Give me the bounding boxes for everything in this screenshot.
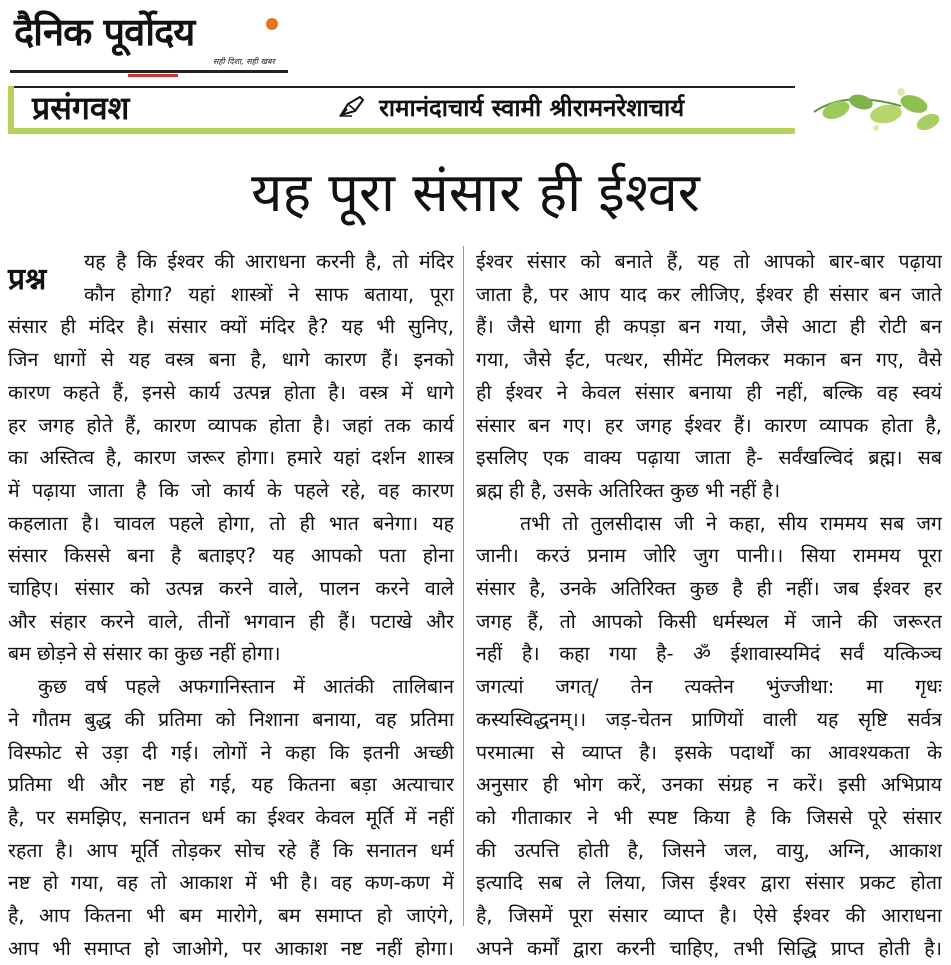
text-line: कस्यस्विद्धनम्।। जड़-चेतन प्राणियों वाली यह सृष्टि सर्वत्र — [476, 707, 942, 731]
text-line: संसार ही मंदिर है। संसार क्यों मंदिर है? यह भी सुनिए, — [8, 315, 454, 339]
text-line: गया, जैसे ईंट, पत्थर, सीमेंट मिलकर मकान बन गए, वैसे — [476, 348, 942, 372]
leaf-decoration-icon — [806, 80, 946, 140]
banner-bottom-rule — [8, 128, 795, 134]
text-line: है, आप कितना भी बम मारोगे, बम समाप्त हो जाएंगे, — [8, 904, 454, 928]
text-line: चाहिए। संसार को उत्पन्न करने वाले, पालन करने वाले — [8, 577, 454, 601]
text-line: यह है कि ईश्वर की आराधना करनी है, तो मंदिर — [84, 250, 454, 273]
article-column-left — [8, 246, 454, 965]
text-line: ने गौतम बुद्ध की प्रतिमा को निशाना बनाया, वह प्रतिमा — [8, 707, 454, 731]
text-line: कहलाता है। चावल पहले होगा, तो ही भात बनेगा। यह — [8, 511, 454, 535]
text-line: नहीं है। कहा गया है- ॐ ईशावास्यमिदं सर्वं यत्किञ्च — [476, 642, 942, 666]
text-line: नष्ट हो गया, वह तो आकाश में भी है। वह कण-कण में — [8, 871, 454, 895]
text-line: बम छोड़ने से संसार का कुछ नहीं होगा। — [8, 642, 281, 666]
text-line: जगत्यां जगत्/ तेन त्यक्तेन भुंज्जीथा: मा गृधः — [476, 675, 942, 699]
text-line: की उत्पत्ति होती है, जिसने जल, वायु, अग्नि, आकाश — [476, 838, 942, 862]
text-line: ही ईश्वर ने केवल संसार बनाया ही नहीं, बल्कि वह स्वयं — [476, 380, 942, 404]
text-line: संसार बन गए। हर जगह ईश्वर हैं। कारण व्यापक होता है, — [476, 413, 942, 437]
newspaper-logo: दैनिक पूर्वोदय — [14, 10, 195, 54]
text-line: इसलिए एक वाक्य पढ़ाया जाता है- सर्वंखल्विदं ब्रह्म। सब — [476, 446, 942, 470]
text-line: कुछ वर्ष पहले अफगानिस्तान में आतंकी तालिबान — [38, 675, 454, 699]
dropcap-row — [8, 246, 454, 311]
text-line: हर जगह होते हैं, कारण व्यापक होता है। जहां तक कार्य — [8, 413, 454, 437]
text-line: परमात्मा से व्याप्त है। इसके पदार्थों का आवश्यकता के — [476, 740, 942, 764]
text-line: और संहार करने वाले, तीनों भगवान ही हैं। पटाखे और — [8, 609, 454, 633]
text-line: प्रतिमा थी और नष्ट हो गई, यह कितना बड़ा अत्याचार — [8, 773, 454, 797]
text-line: अपने कर्मों द्वारा करनी चाहिए, तभी सिद्धि प्राप्त होती है। — [476, 936, 942, 960]
masthead-accent-rule — [128, 74, 178, 77]
text-line: जिन धागों से यह वस्त्र बना है, धागे कारण हैं। इनको — [8, 348, 454, 372]
text-line: संसार किससे बना है बताइए? यह आपको पता होना — [8, 544, 454, 568]
paragraph — [476, 246, 942, 508]
section-banner — [8, 86, 795, 132]
text-line: तभी तो तुलसीदास जी ने कहा, सीय राममय सब जग — [520, 511, 942, 535]
author-byline — [338, 90, 684, 126]
text-line: कारण कहते हैं, इनसे कार्य उत्पन्न होता है। वस्त्र में धागे — [8, 380, 454, 404]
section-label: प्रसंगवश — [32, 89, 130, 127]
text-line: संसार है, उनके अतिरिक्त कुछ है ही नहीं। जब ईश्वर हर — [476, 577, 942, 601]
text-line: रहता है। आप मूर्ति तोड़कर सोच रहे हैं कि सनातन धर्म — [8, 838, 454, 862]
column-divider — [463, 246, 464, 926]
article-headline: यह पूरा संसार ही ईश्वर — [251, 161, 700, 224]
text-line: आप भी समाप्त हो जाओगे, पर आकाश नष्ट नहीं होगा। — [8, 936, 454, 960]
text-line: ब्रह्म ही है, उसके अतिरिक्त कुछ भी नहीं है। — [476, 478, 781, 502]
text-line: में पढ़ाया जाता है कि जो कार्य के पहले रहे, वह कारण — [8, 478, 454, 502]
pen-nib-icon — [338, 94, 366, 122]
text-line: विस्फोट से उड़ा दी गई। लोगों ने कहा कि इतनी अच्छी — [8, 740, 454, 764]
text-line: कौन होगा? यहां शास्त्रों ने साफ बताया, पूरा — [84, 282, 454, 306]
text-line: है, पर समझिए, सनातन धर्म का ईश्वर केवल मूर्ति में नहीं — [8, 805, 454, 829]
newspaper-tagline: सही दिशा, सही खबर — [213, 57, 275, 66]
paragraph — [476, 508, 942, 965]
text-line: को गीताकार ने भी स्पष्ट किया है कि जिससे पूरे संसार — [476, 805, 942, 829]
author-name: रामानंदाचार्य स्वामी श्रीरामनरेशाचार्य — [379, 94, 685, 122]
text-line: हैं। जैसे धागा ही कपड़ा बन गया, जैसे आटा ही रोटी बन — [476, 315, 942, 339]
logo-sun-icon — [266, 18, 278, 30]
text-line: इत्यादि सब ले लिया, जिस ईश्वर द्वारा संसार प्रकट होता — [476, 871, 942, 895]
paragraph — [8, 311, 454, 671]
text-line: जगह हैं, तो आपको किसी धर्मस्थल में जाने की जरूरत — [476, 609, 942, 633]
dropcap-lines — [84, 246, 454, 311]
masthead-rule — [10, 70, 288, 73]
banner-left-accent — [8, 86, 14, 130]
text-line: जानी। करउं प्रनाम जोरि जुग पानी।। सिया राममय पूरा — [476, 544, 942, 568]
paragraph — [8, 671, 454, 965]
masthead — [8, 6, 293, 76]
article-column-right — [476, 246, 942, 965]
text-line: का अस्तित्व है, कारण जरूर होगा। हमारे यहां दर्शन शास्त्र — [8, 446, 454, 470]
dropcap-word: प्रश्न — [8, 262, 47, 297]
text-line: जाता है, पर आप याद कर लीजिए, ईश्वर ही संसार बन जाते — [476, 282, 942, 306]
text-line: है, जिसमें पूरा संसार व्याप्त है। ऐसे ईश्वर की आराधना — [476, 904, 942, 928]
text-line: अनुसार ही भोग करें, उनका संग्रह न करें। इसी अभिप्राय — [476, 773, 942, 797]
text-line: ईश्वर संसार को बनाते हैं, यह तो आपको बार-बार पढ़ाया — [476, 250, 942, 273]
